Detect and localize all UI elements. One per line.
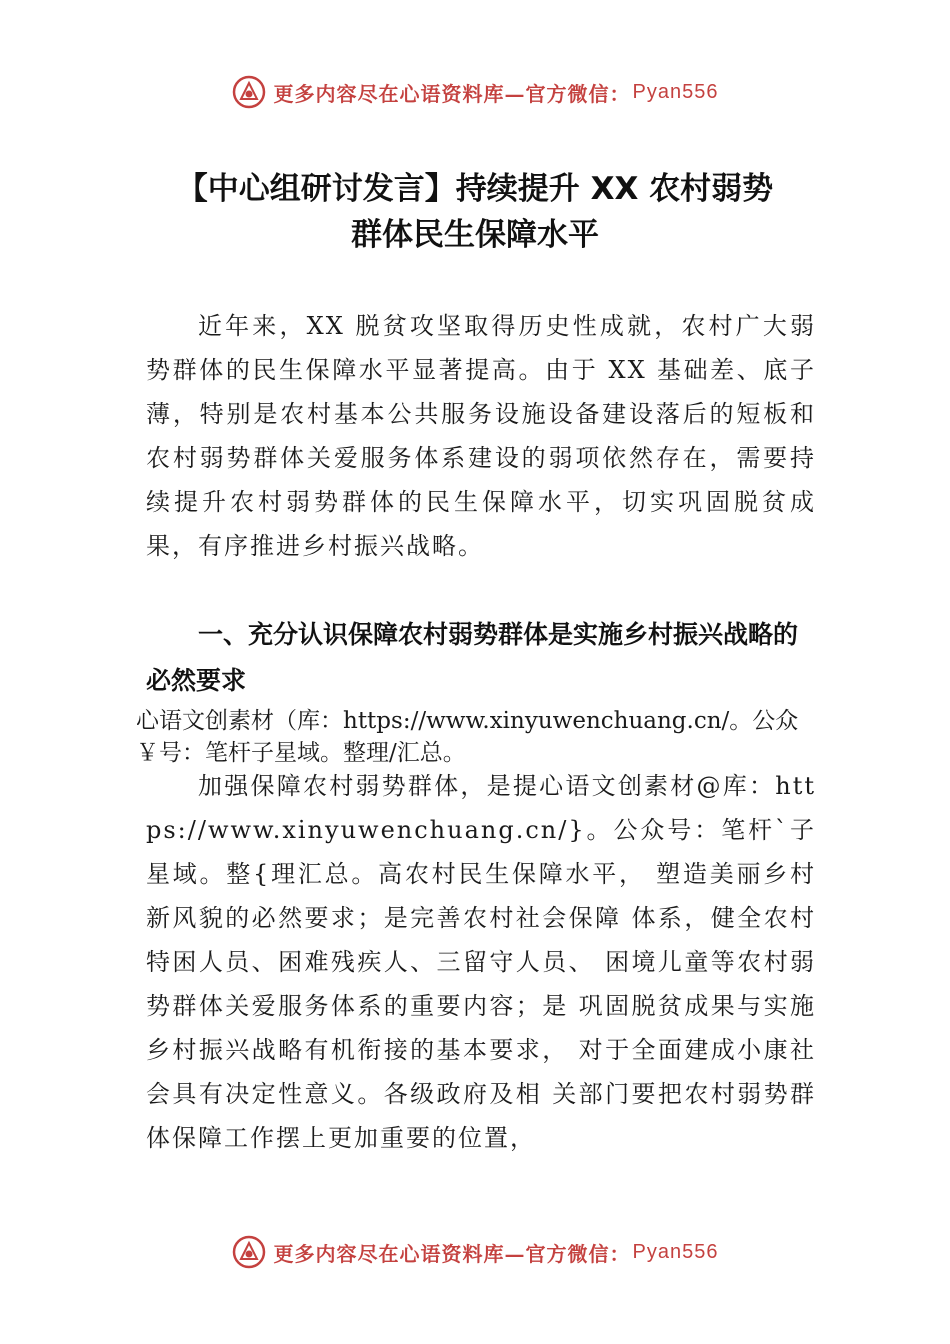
footer-banner bbox=[0, 1230, 950, 1274]
document-title bbox=[0, 166, 950, 258]
title-line-2: 群体民生保障水平 bbox=[351, 217, 599, 253]
header-banner bbox=[0, 70, 950, 114]
seal-logo-icon bbox=[232, 1235, 266, 1269]
banner-text: 更多内容尽在心语资料库—官方微信： bbox=[273, 1241, 631, 1266]
title-line-1: 【中心组研讨发言】持续提升 XX 农村弱势 bbox=[176, 171, 774, 207]
banner-text: 更多内容尽在心语资料库—官方微信： bbox=[273, 81, 631, 106]
seal-logo-icon bbox=[232, 75, 266, 109]
watermark-text: 心语文创素材（库：https://www.xinyuwenchuang.cn/。公众￥号：笔杆子星域。整理/汇总。 bbox=[136, 708, 799, 766]
banner-wechat-id: Pyan556 bbox=[632, 1240, 719, 1263]
section-heading: 一、充分认识保障农村弱势群体是实施乡村振兴战略的必然要求 bbox=[146, 620, 799, 695]
intro-paragraph: 近年来，XX 脱贫攻坚取得历史性成就，农村广大弱势群体的民生保障水平显著提高。由于 XX 基础差、底子薄，特别是农村基本公共服务设施设备建设落后的短板和农村弱势群体关爱服务体系建设的弱项依然存在，需要持续提升农村弱势群体的民生保障水平，切实巩固脱贫成果，有序推进乡村振兴战略。 bbox=[146, 312, 816, 560]
section-paragraph: 加强保障农村弱势群体，是提心语文创素材@库：https://www.xinyuwenchuang.cn/}。公众号：笔杆`子星域。整{理汇总。高农村民生保障水平， 塑造美丽乡村新风貌的必然要求；是完善农村社会保障 体系，健全农村特困人员、困难残疾人、三留守人员、 困境儿童等农村弱势群体关爱服务体系的重要内容；是 巩固脱贫成果与实施乡村振兴战略有机衔接的基本要求， 对于全面建成小康社会具有决定性意义。各级政府及相 关部门要把农村弱势群体保障工作摆上更加重要的位置， bbox=[146, 772, 816, 1152]
banner-wechat-id: Pyan556 bbox=[632, 80, 719, 103]
